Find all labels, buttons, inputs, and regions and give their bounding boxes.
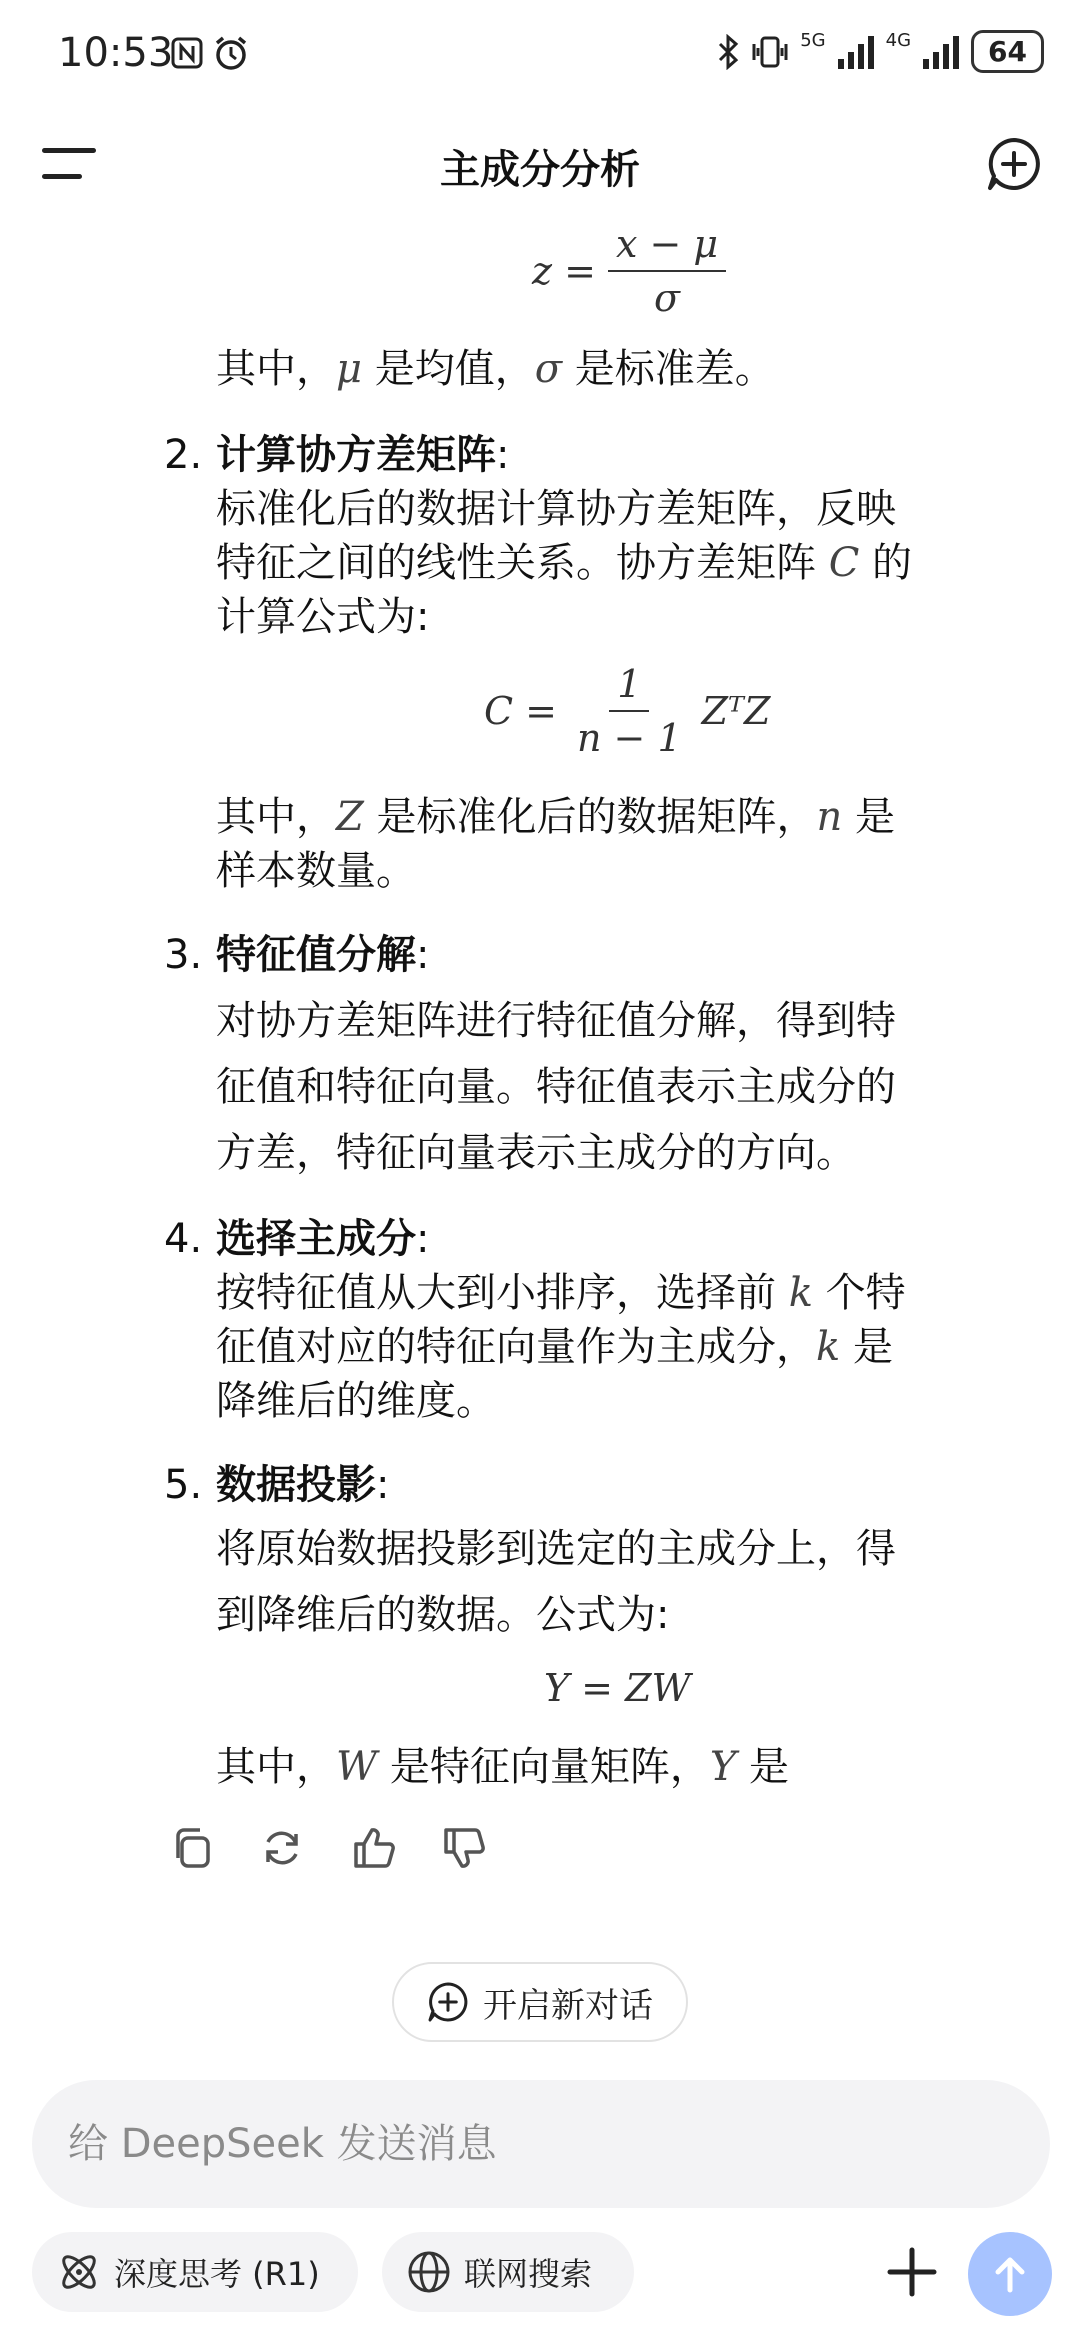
list-number: 3. [164,932,203,978]
text-line: 降维后的维度。 [216,1378,496,1424]
text-line: 征值和特征向量。特征值表示主成分的 [216,1064,896,1110]
list-item-title: 选择主成分: [216,1216,430,1262]
signal-icon-2 [921,35,961,69]
atom-icon [56,2249,102,2295]
thumbs-down-icon[interactable] [440,1824,488,1872]
message-composer[interactable] [32,2080,1050,2208]
formula-covariance: C = $\frac{1}{n - 1}$ ZᵀZ [484,662,771,760]
text-line: 方差，特征向量表示主成分的方向。 [216,1130,856,1176]
text-line: 其中，Z 是标准化后的数据矩阵，n 是 [216,794,895,840]
new-chat-icon[interactable] [986,136,1042,192]
text-line: 到降维后的数据。公式为: [216,1592,670,1638]
alarm-icon [212,34,250,76]
text-line: 按特征值从大到小排序，选择前 k 个特 [216,1270,906,1316]
arrow-up-icon [988,2252,1032,2296]
new-chat-button[interactable] [392,1962,688,2042]
network-type-1: 5G [800,30,826,51]
plus-icon [880,2240,944,2304]
deep-think-toggle[interactable] [32,2232,358,2312]
signal-icon-1 [836,35,876,69]
network-type-2: 4G [885,30,912,51]
new-chat-icon [427,1981,469,2023]
web-search-label: 联网搜索 [464,2255,593,2293]
battery-indicator: 64 [971,30,1044,73]
text-line: 标准化后的数据计算协方差矩阵，反映 [216,486,896,532]
text-line: 样本数量。 [216,848,416,894]
list-item-title: 数据投影: [216,1462,390,1508]
status-time: 10:53 [58,30,174,76]
text-line: 特征之间的线性关系。协方差矩阵 C 的 [216,540,913,586]
send-button[interactable] [968,2232,1052,2316]
list-item-title: 计算协方差矩阵: [216,432,510,478]
list-number: 5. [164,1462,203,1508]
formula-projection: Y = ZW [544,1666,691,1710]
deep-think-label: 深度思考 (R1) [114,2255,320,2293]
list-number: 4. [164,1216,203,1262]
formula-z: z = $\frac{x - \mu}{\sigma}$ [532,222,726,320]
status-indicators [716,30,1044,73]
message-input[interactable] [66,2120,1050,2168]
text-line: 对协方差矩阵进行特征值分解，得到特 [216,998,896,1044]
regenerate-icon[interactable] [258,1824,306,1872]
new-chat-label: 开启新对话 [483,1985,653,2026]
text-line: 将原始数据投影到选定的主成分上，得 [216,1526,896,1572]
text-line: 征值对应的特征向量作为主成分，k 是 [216,1324,893,1370]
bluetooth-icon [716,34,740,70]
list-number: 2. [164,432,203,478]
web-search-toggle[interactable] [382,2232,634,2312]
text-line: 其中，μ 是均值，σ 是标准差。 [216,346,775,392]
attach-button[interactable] [880,2240,944,2304]
globe-icon [406,2249,452,2295]
list-item-title: 特征值分解: [216,932,430,978]
thumbs-up-icon[interactable] [350,1824,398,1872]
nfc-icon [170,36,204,74]
text-line: 计算公式为: [216,594,430,640]
text-line: 其中，W 是特征向量矩阵，Y 是 [216,1744,789,1790]
page-title: 主成分分析 [440,147,640,193]
vibrate-icon [750,34,790,70]
copy-icon[interactable] [168,1824,216,1872]
